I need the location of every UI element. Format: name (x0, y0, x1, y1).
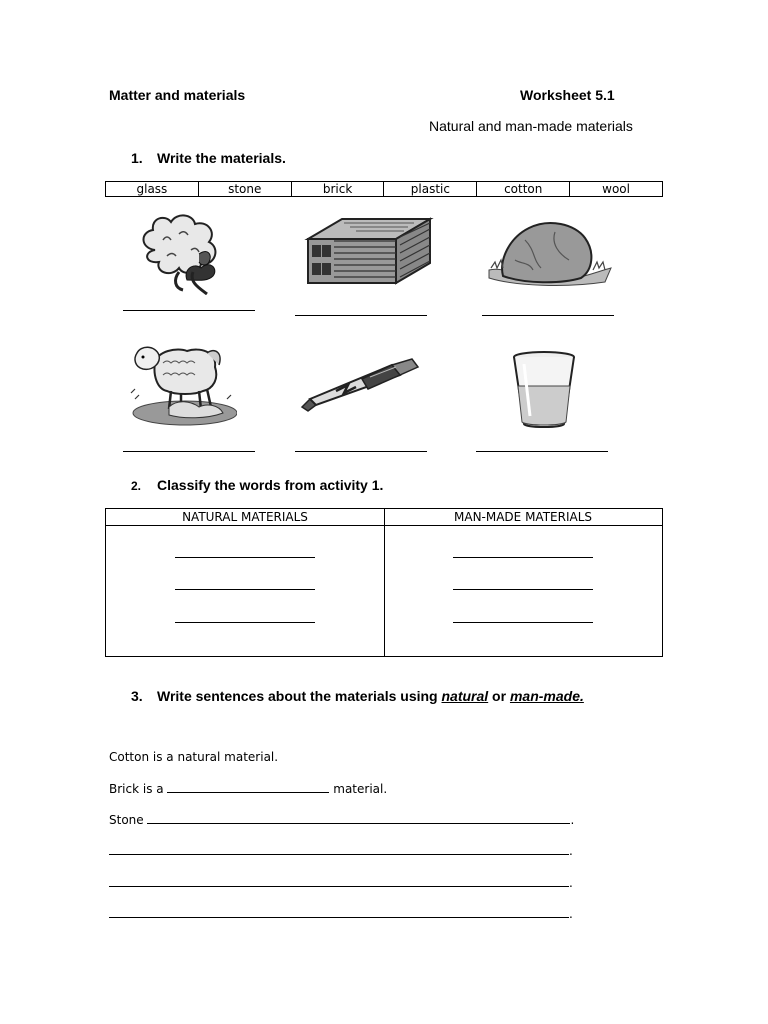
question-or: or (488, 688, 510, 704)
answer-line[interactable] (167, 781, 329, 793)
sentence-period: . (569, 907, 573, 921)
answer-line[interactable] (175, 622, 315, 623)
word-bank-item: plastic (384, 182, 477, 196)
word-bank-item: cotton (477, 182, 570, 196)
column-divider (384, 509, 385, 656)
answer-line[interactable] (175, 557, 315, 558)
stone-sentence (109, 812, 574, 827)
manmade-header: MAN-MADE MATERIALS (384, 509, 662, 526)
answer-line[interactable] (476, 451, 608, 452)
answer-line[interactable] (453, 557, 593, 558)
sentence-suffix: material. (329, 782, 388, 796)
answer-line[interactable] (109, 843, 569, 855)
cotton-plant-icon (135, 210, 225, 295)
sentence-prefix: Brick is a (109, 782, 168, 796)
word-bank-item: glass (106, 182, 199, 196)
answer-line[interactable] (123, 310, 255, 311)
word-bank-item: wool (602, 182, 630, 196)
keyword-man-made: man-made. (509, 688, 584, 704)
question-text: Write the materials. (157, 150, 286, 166)
worksheet-subtitle: Natural and man-made materials (429, 118, 633, 134)
brick-sentence (109, 781, 387, 796)
glass-cup-icon (510, 350, 578, 430)
sentence-period: . (569, 876, 573, 890)
answer-line[interactable] (147, 812, 570, 824)
question-number: 3. (131, 688, 143, 704)
answer-line[interactable] (295, 451, 427, 452)
blank-sentence (109, 875, 573, 890)
word-bank-item: brick (292, 182, 385, 196)
pen-icon (296, 355, 421, 415)
sentence-period: . (569, 844, 573, 858)
keyword-natural: natural (441, 688, 489, 704)
answer-line[interactable] (175, 589, 315, 590)
natural-column (106, 509, 384, 656)
question-1 (131, 150, 286, 166)
question-text: Write sentences about the materials using (157, 688, 442, 704)
question-text: Classify the words from activity 1. (157, 477, 384, 493)
natural-header: NATURAL MATERIALS (106, 509, 384, 526)
topic-title: Matter and materials (109, 87, 246, 103)
word-bank (105, 181, 663, 197)
stone-icon (485, 220, 615, 290)
answer-line[interactable] (453, 589, 593, 590)
blank-sentence (109, 906, 573, 921)
answer-line[interactable] (123, 451, 255, 452)
sentence-prefix: Stone (109, 813, 148, 827)
answer-line[interactable] (109, 906, 569, 918)
question-number: 1. (131, 150, 143, 166)
answer-line[interactable] (482, 315, 614, 316)
sentence-period: . (570, 813, 575, 827)
blank-sentence (109, 843, 573, 858)
brick-icon (304, 215, 434, 287)
question-3 (131, 688, 584, 704)
answer-line[interactable] (453, 622, 593, 623)
sheep-icon (127, 343, 237, 428)
classification-table (105, 508, 663, 657)
answer-line[interactable] (109, 875, 569, 887)
question-2 (131, 477, 383, 493)
answer-line[interactable] (295, 315, 427, 316)
manmade-column (384, 509, 662, 656)
worksheet-number: Worksheet 5.1 (520, 87, 615, 103)
question-number: 2. (131, 479, 142, 493)
word-bank-item: stone (199, 182, 292, 196)
example-sentence: Cotton is a natural material. (109, 750, 279, 764)
